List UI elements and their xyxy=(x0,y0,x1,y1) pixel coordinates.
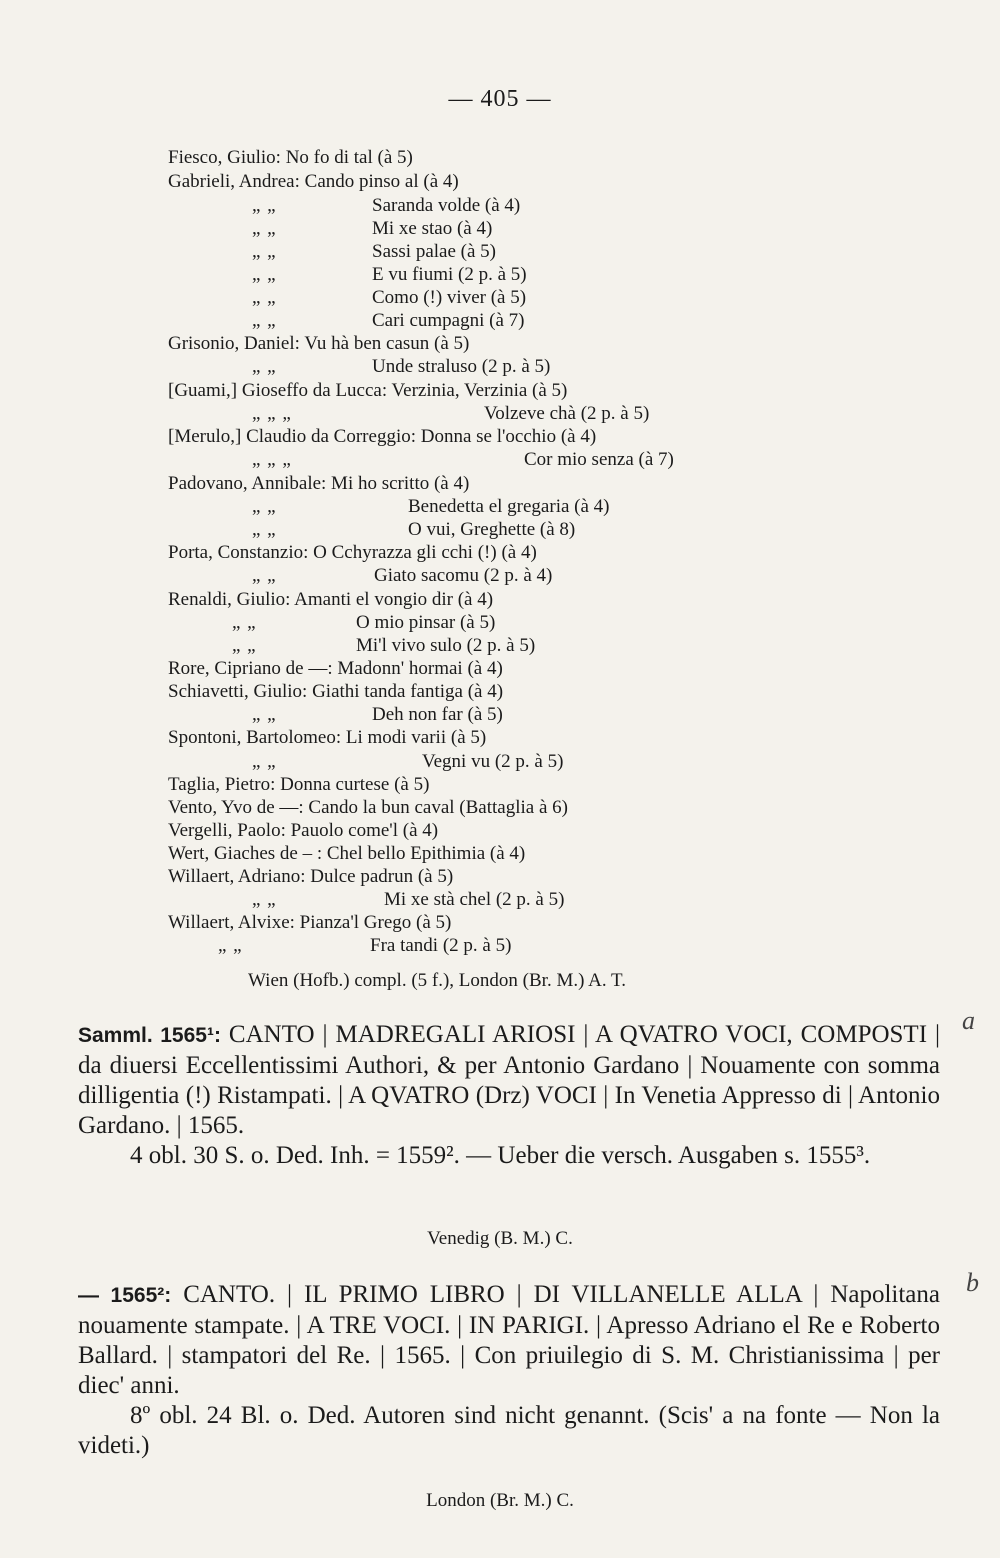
entry-line: Renaldi, Giulio: Amanti el vongio dir (à 4) xyxy=(168,589,494,610)
entry-line: „ „ xyxy=(252,218,277,239)
entry-line: Benedetta el gregaria (à 4) xyxy=(408,496,610,517)
entry-line: Deh non far (à 5) xyxy=(372,704,503,725)
entry-line: Saranda volde (à 4) xyxy=(372,195,521,216)
sammel-entry-1565-2 xyxy=(78,1280,940,1461)
entry-line: Grisonio, Daniel: Vu hà ben casun (à 5) xyxy=(168,333,470,354)
margin-note: b xyxy=(966,1268,979,1297)
entry-title: CANTO. | IL PRIMO LIBRO | DI VILLANELLE ALLA | Napolitana nouamente stampate. | A TRE VOCI. | IN PARIGI. | Apresso Adriano el Re e Roberto Ballard. | stampatori del Re. | 1565. | Con priuilegio di S. M. Christianissima | per diec' anni. xyxy=(78,1281,941,1399)
entry-line: Mi xe stao (à 4) xyxy=(372,218,493,239)
entry-line: Rore, Cipriano de —: Madonn' hormai (à 4) xyxy=(168,658,503,679)
entry-title: CANTO | MADREGALI ARIOSI | A QVATRO VOCI, COMPOSTI | da diuersi Eccellentissimi Authori, & per Antonio Gardano | Nouamente con somma dilligentia (!) Ristampati. | A QVATRO (Drz) VOCI | In Venetia Appresso di | Antonio Gardano. | 1565. xyxy=(78,1021,940,1139)
entry-line: „ „ xyxy=(252,496,277,517)
entry-line: Willaert, Alvixe: Pianza'l Grego (à 5) xyxy=(168,912,452,933)
entry-line: Fra tandi (2 p. à 5) xyxy=(370,935,512,956)
entry-line: Unde straluso (2 p. à 5) xyxy=(372,356,551,377)
entry-line: „ „ xyxy=(232,635,257,656)
entry-line: Vegni vu (2 p. à 5) xyxy=(422,751,564,772)
entry-line: Cari cumpagni (à 7) xyxy=(372,310,525,331)
entry-description: 8º obl. 24 Bl. o. Ded. Autoren sind nicht genannt. (Scis' a na fonte — Non la videti.) xyxy=(78,1402,940,1459)
entry-line: Spontoni, Bartolomeo: Li modi varii (à 5) xyxy=(168,727,487,748)
entry-line: Mi'l vivo sulo (2 p. à 5) xyxy=(356,635,536,656)
entry-line: Vergelli, Paolo: Pauolo come'l (à 4) xyxy=(168,820,439,841)
entry-line: Vento, Yvo de —: Cando la bun caval (Battaglia à 6) xyxy=(168,797,568,818)
entry-lead: Samml. 1565¹: xyxy=(78,1024,221,1047)
entry-line: Mi xe stà chel (2 p. à 5) xyxy=(384,889,565,910)
entry-line: „ „ xyxy=(252,565,277,586)
entry-line: Padovano, Annibale: Mi ho scritto (à 4) xyxy=(168,473,470,494)
entry-description: 4 obl. 30 S. o. Ded. Inh. = 1559². — Ueber die versch. Ausgaben s. 1555³. xyxy=(130,1142,871,1169)
entry-line: Sassi palae (à 5) xyxy=(372,241,496,262)
entry-line: „ „ xyxy=(252,264,277,285)
entry-line: O mio pinsar (à 5) xyxy=(356,612,496,633)
entry-line: Cor mio senza (à 7) xyxy=(524,449,674,470)
entry-line: O vui, Greghette (à 8) xyxy=(408,519,576,540)
entry-line: „ „ xyxy=(252,356,277,377)
entry-line: „ „ xyxy=(252,519,277,540)
location-line: London (Br. M.) C. xyxy=(426,1490,574,1511)
entry-line: „ „ „ xyxy=(252,449,292,470)
entry-line: „ „ xyxy=(252,287,277,308)
entry-line: „ „ xyxy=(252,195,277,216)
sammel-entry-1565-1 xyxy=(78,1020,940,1171)
entry-line: Schiavetti, Giulio: Giathi tanda fantiga (à 4) xyxy=(168,681,504,702)
entry-line: Willaert, Adriano: Dulce padrun (à 5) xyxy=(168,866,454,887)
entry-line: „ „ xyxy=(252,704,277,725)
entry-line: „ „ xyxy=(252,889,277,910)
entry-line: Taglia, Pietro: Donna curtese (à 5) xyxy=(168,774,430,795)
entry-line: „ „ xyxy=(218,935,243,956)
margin-note: a xyxy=(962,1006,975,1035)
entry-line: „ „ „ xyxy=(252,403,292,424)
entry-line: [Merulo,] Claudio da Correggio: Donna se l'occhio (à 4) xyxy=(168,426,597,447)
entry-line: Gabrieli, Andrea: Cando pinso al (à 4) xyxy=(168,171,459,192)
entry-line: „ „ xyxy=(252,751,277,772)
entry-line: Como (!) viver (à 5) xyxy=(372,287,527,308)
entry-line: [Guami,] Gioseffo da Lucca: Verzinia, Verzinia (à 5) xyxy=(168,380,568,401)
entry-line: „ „ xyxy=(252,310,277,331)
entry-line: Fiesco, Giulio: No fo di tal (à 5) xyxy=(168,147,413,168)
entry-line: „ „ xyxy=(232,612,257,633)
entry-lead: — 1565²: xyxy=(78,1284,172,1307)
location-line: Wien (Hofb.) compl. (5 f.), London (Br. M.) A. T. xyxy=(248,970,626,991)
entry-line: Porta, Constanzio: O Cchyrazza gli cchi (!) (à 4) xyxy=(168,542,537,563)
entry-line: Wert, Giaches de – : Chel bello Epithimia (à 4) xyxy=(168,843,526,864)
entry-line: „ „ xyxy=(252,241,277,262)
location-line: Venedig (B. M.) C. xyxy=(427,1228,573,1249)
entry-line: Giato sacomu (2 p. à 4) xyxy=(374,565,553,586)
entry-line: E vu fiumi (2 p. à 5) xyxy=(372,264,527,285)
entry-line: Volzeve chà (2 p. à 5) xyxy=(484,403,650,424)
page-number: — 405 — xyxy=(448,86,552,112)
